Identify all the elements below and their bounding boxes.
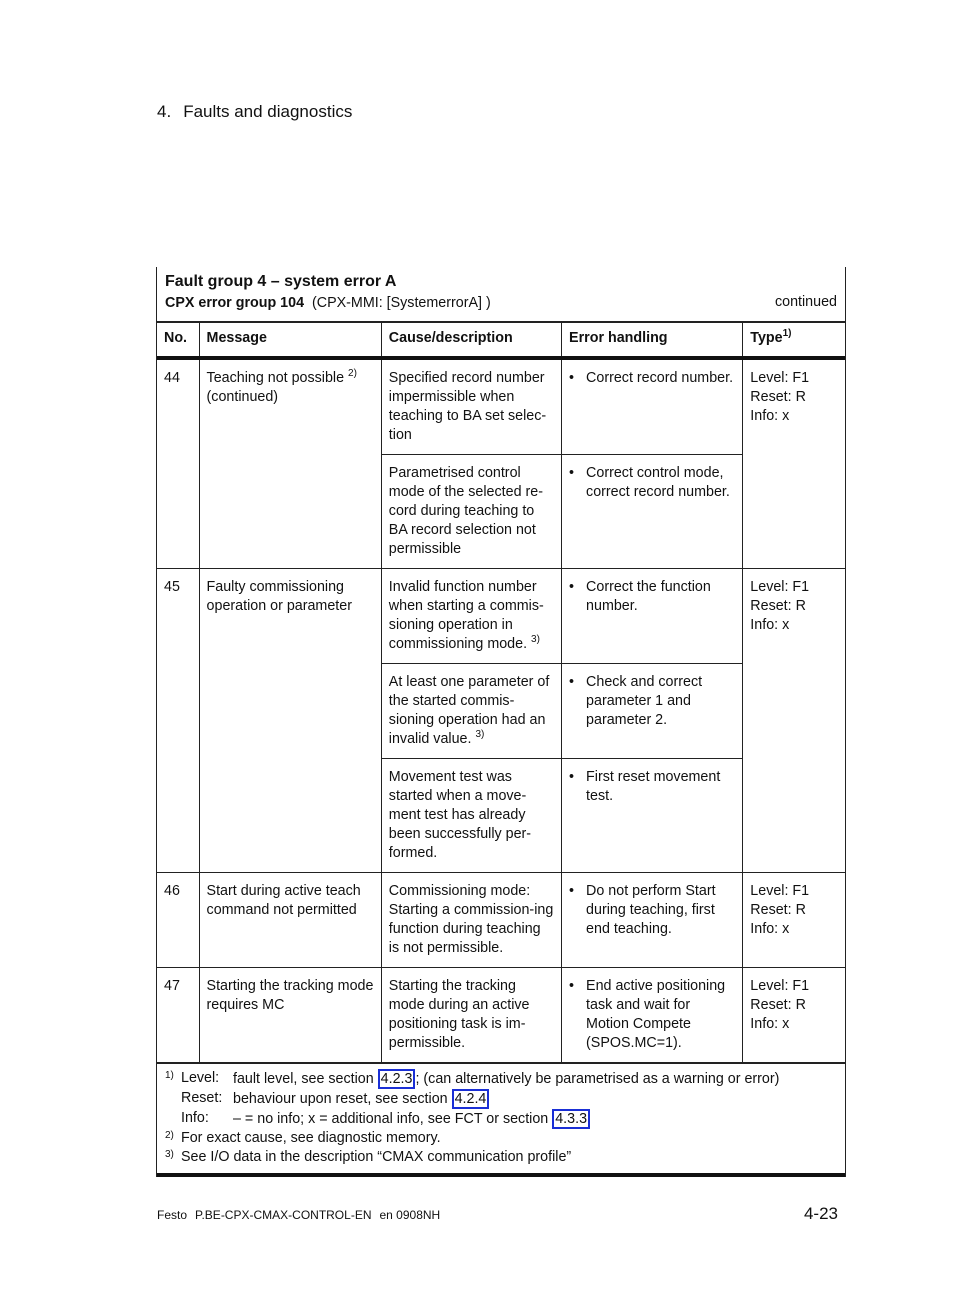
footnote-ref: 3) (475, 729, 485, 741)
fault-handling: • Check and correct parameter 1 and parameter 2. (562, 664, 743, 759)
section-link-4-2-4[interactable]: 4.2.4 (452, 1089, 490, 1109)
chapter-title: Faults and diagnostics (183, 102, 353, 121)
table-row (157, 569, 845, 664)
header-row (157, 323, 845, 359)
bullet-icon: • (569, 883, 575, 899)
fault-type: Level: F1 Reset: R Info: x (743, 358, 845, 569)
fault-cause: At least one parameter of the started commis-sioning operation had an invalid value. $^{3)}$ (381, 664, 561, 759)
col-header-handling: Error handling (562, 323, 743, 359)
fault-handling: • End active positioning task and wait for Motion Compete (SPOS.MC=1). (562, 968, 743, 1063)
footnote-3: 3) See I/O data in the description “CMAX communication profile” (165, 1149, 572, 1165)
table-title: Fault group 4 – system error A (165, 273, 397, 290)
footnotes (157, 1063, 845, 1177)
footnote-ref: 2) (348, 368, 357, 380)
section-link-4-3-3[interactable]: 4.3.3 (552, 1109, 590, 1129)
fault-cause: Parametrised control mode of the selected re-cord during teaching to BA record selection not permissible (381, 455, 561, 569)
fault-number: 47 (157, 968, 199, 1063)
col-header-no: No. (157, 323, 199, 359)
footer-brand: Festo (157, 1208, 188, 1222)
col-header-message: Message (199, 323, 381, 359)
fault-grid (157, 322, 845, 1063)
fault-message: Teaching not possible $^{2)}$ (continued) (199, 358, 381, 569)
fault-number: 45 (157, 569, 199, 873)
footnote-2: 2) For exact cause, see diagnostic memory. (165, 1130, 441, 1146)
fault-number: 44 (157, 358, 199, 569)
fault-table (156, 267, 846, 1177)
continued-label: continued (774, 294, 837, 310)
fault-type: Level: F1 Reset: R Info: x (743, 569, 845, 873)
fault-handling: • Correct control mode, correct record number. (562, 455, 743, 569)
chapter-heading (157, 102, 352, 122)
bullet-icon: • (569, 674, 575, 690)
col-header-cause: Cause/description (381, 323, 561, 359)
error-group-label: CPX error group 104 (165, 295, 305, 311)
fault-cause: Commissioning mode: Starting a commission-ing function during teaching is not permissible. (381, 873, 561, 968)
footnote-1-level: 1) Level: fault level, see section 4.2.3 ; (can alternatively be parametrised as a warning or error) (165, 1070, 780, 1087)
table-subtitle (165, 294, 837, 313)
fault-number: 46 (157, 873, 199, 968)
footnote-ref: 3) (531, 634, 540, 646)
fault-handling: • Do not perform Start during teaching, first end teaching. (562, 873, 743, 968)
fault-type: Level: F1 Reset: R Info: x (743, 873, 845, 968)
bullet-icon: • (569, 370, 575, 386)
bullet-icon: • (569, 579, 575, 595)
type-footnote-ref: 1) (782, 328, 792, 340)
fault-cause: Movement test was started when a move-ment test has already been successfully per-formed. (381, 759, 561, 873)
page-footer (157, 1208, 440, 1222)
fault-message: Start during active teach command not permitted (199, 873, 381, 968)
fault-message: Faulty commissioning operation or parameter (199, 569, 381, 873)
table-row (157, 873, 845, 968)
fault-message: Starting the tracking mode requires MC (199, 968, 381, 1063)
page-number: 4-23 (803, 1204, 838, 1223)
footnote-1-reset: Reset: behaviour upon reset, see section 4.2.4 (165, 1089, 837, 1109)
col-header-type: Type$^{1)}$ (743, 323, 845, 359)
fault-handling: • Correct the function number. (562, 569, 743, 664)
table-caption (157, 267, 845, 322)
fault-type: Level: F1 Reset: R Info: x (743, 968, 845, 1063)
chapter-number: 4. (157, 102, 172, 121)
bullet-icon: • (569, 769, 575, 785)
fault-handling: • First reset movement test. (562, 759, 743, 873)
fault-cause: Starting the tracking mode during an active positioning task is im-permissible. (381, 968, 561, 1063)
bullet-icon: • (569, 465, 575, 481)
fault-cause: Specified record number impermissible when teaching to BA set selec-tion (381, 358, 561, 455)
error-group-mmi: (CPX-MMI: [SystemerrorA] ) (312, 295, 491, 311)
footer-doc-id: P.BE-CPX-CMAX-CONTROL-EN (195, 1208, 372, 1222)
section-link-4-2-3[interactable]: 4.2.3 (378, 1069, 416, 1089)
fault-handling: • Correct record number. (562, 358, 743, 455)
fault-cause: Invalid function number when starting a commis-sioning operation in commissioning mode. $^{3)}$ (381, 569, 561, 664)
table-row (157, 968, 845, 1063)
footnote-1-info: Info: – = no info; x = additional info, see FCT or section 4.3.3 (165, 1109, 837, 1129)
footer-edition: en 0908NH (379, 1208, 441, 1222)
table-row (157, 358, 845, 455)
bullet-icon: • (569, 978, 575, 994)
